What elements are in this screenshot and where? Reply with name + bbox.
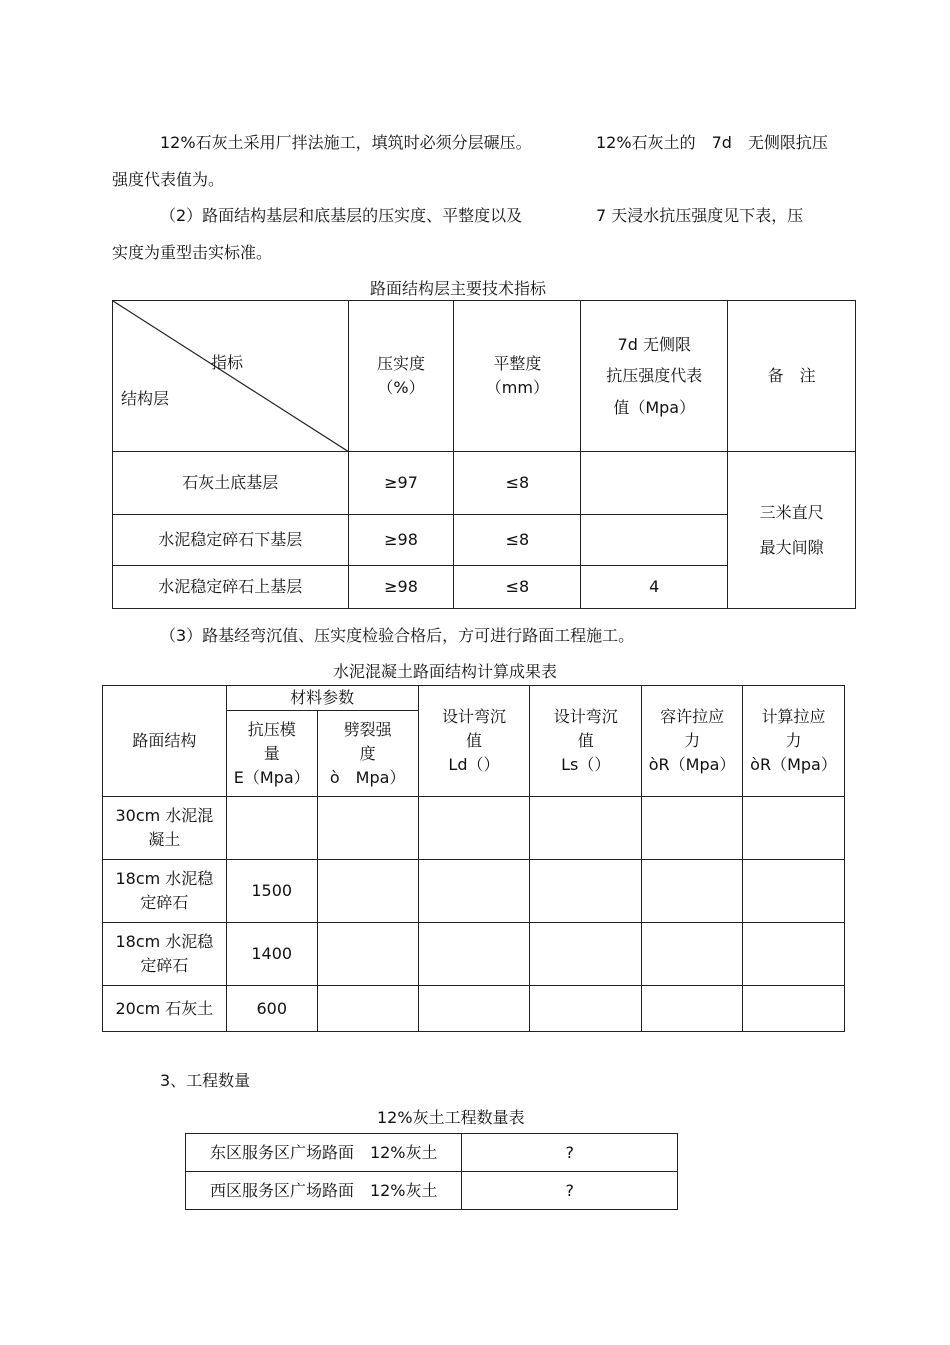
calc-row3-structure-line2: 定碎石	[140, 956, 189, 975]
calc-row2-structure-line1: 18cm 水泥稳	[115, 869, 214, 888]
section3-table-title: 12%灰土工程数量表	[377, 1108, 525, 1127]
calc-cell	[530, 986, 642, 1032]
header-flatness-line2: （mm）	[485, 378, 549, 397]
header-deflection-design-line2: 值	[465, 731, 482, 750]
calc-cell	[642, 797, 743, 860]
calc-cell	[317, 923, 418, 986]
row2-flatness: ≤8	[454, 515, 581, 566]
calc-cell	[530, 923, 642, 986]
row3-strength: 4	[581, 566, 728, 609]
header-computed-line2: 力	[785, 731, 802, 750]
calc-row2-modulus: 1500	[226, 860, 317, 923]
remark-line2: 最大间隙	[759, 538, 824, 557]
calc-cell	[743, 860, 845, 923]
row3-compaction: ≥98	[348, 566, 454, 609]
header-strength-line2: 抗压强度代表	[606, 366, 703, 386]
table2-title: 水泥混凝土路面结构计算成果表	[333, 662, 558, 681]
calc-row1-structure	[103, 797, 227, 860]
calc-cell	[317, 797, 418, 860]
calc-cell	[418, 923, 530, 986]
header-strength	[581, 301, 728, 452]
calc-row4-modulus: 600	[226, 986, 317, 1032]
calc-cell	[530, 860, 642, 923]
calc-cell	[743, 986, 845, 1032]
header-modulus-line3: E（Mpa）	[233, 767, 310, 787]
calc-row4-structure: 20cm 石灰土	[103, 986, 227, 1032]
header-deflection-sub	[530, 686, 642, 797]
calc-cell	[642, 986, 743, 1032]
header-deflection-sub-line3: Ls（）	[561, 755, 611, 774]
calc-cell	[642, 923, 743, 986]
calc-cell	[743, 923, 845, 986]
row1-compaction: ≥97	[348, 452, 454, 515]
header-deflection-sub-line1: 设计弯沉	[553, 707, 618, 726]
row2-strength	[581, 515, 728, 566]
header-modulus-line1: 抗压模	[247, 719, 296, 739]
calc-cell	[743, 797, 845, 860]
quantity-row2-label: 西区服务区广场路面 12%灰土	[186, 1172, 462, 1210]
corner-header-cell	[113, 301, 349, 452]
corner-top-label: 指标	[211, 353, 244, 372]
calc-cell	[317, 986, 418, 1032]
header-allowable-line2: 力	[684, 731, 701, 750]
para1-part2: 12%石灰土的 7d 无侧限抗压	[596, 133, 828, 152]
header-flatness	[454, 301, 581, 452]
calc-row1-modulus	[226, 797, 317, 860]
diagonal-line	[113, 301, 349, 452]
calc-cell	[642, 860, 743, 923]
row1-layer: 石灰土底基层	[113, 452, 349, 515]
calc-cell	[418, 860, 530, 923]
header-remark: 备 注	[728, 301, 856, 452]
remark-value	[728, 452, 856, 609]
row3-layer: 水泥稳定碎石上基层	[113, 566, 349, 609]
header-deflection-design	[418, 686, 530, 797]
header-split-line2: 度	[359, 743, 376, 763]
header-strength-line3: 值（Mpa）	[613, 397, 696, 417]
header-computed-line1: 计算拉应	[761, 707, 826, 726]
header-computed	[743, 686, 845, 797]
calc-cell	[530, 797, 642, 860]
header-compaction	[348, 301, 454, 452]
calc-row2-structure	[103, 860, 227, 923]
header-structure: 路面结构	[103, 686, 227, 797]
section3-heading: 3、工程数量	[160, 1071, 251, 1090]
para1-line2: 强度代表值为。	[112, 170, 225, 189]
calc-row2-structure-line2: 定碎石	[140, 893, 189, 912]
calc-row1-structure-line2: 凝土	[148, 830, 181, 849]
header-allowable-line1: 容许拉应	[660, 707, 725, 726]
header-split-line1: 劈裂强	[343, 719, 392, 739]
remark-line1: 三米直尺	[759, 502, 824, 522]
calc-row3-structure-line1: 18cm 水泥稳	[115, 932, 214, 951]
table1-title: 路面结构层主要技术指标	[370, 279, 547, 298]
para1-part1: 12%石灰土采用厂拌法施工，填筑时必须分层碾压。	[160, 133, 532, 152]
header-split-line3: ò Mpa）	[329, 767, 406, 787]
header-deflection-sub-line2: 值	[577, 731, 594, 750]
row1-strength	[581, 452, 728, 515]
header-modulus	[226, 711, 317, 797]
header-computed-line3: òR（Mpa）	[750, 755, 837, 774]
calc-row1-structure-line1: 30cm 水泥混	[115, 806, 214, 825]
pavement-calc-table	[102, 685, 845, 1032]
para2-line2: 实度为重型击实标准。	[112, 243, 273, 262]
header-deflection-design-line3: Ld（）	[448, 755, 500, 774]
calc-row3-structure	[103, 923, 227, 986]
para2-part2: 7 天浸水抗压强度见下表，压	[596, 206, 804, 225]
header-deflection-design-line1: 设计弯沉	[441, 707, 506, 726]
header-split	[317, 711, 418, 797]
row2-compaction: ≥98	[348, 515, 454, 566]
header-allowable-line3: òR（Mpa）	[648, 755, 736, 774]
quantity-row2-value: ?	[462, 1172, 678, 1210]
calc-cell	[317, 860, 418, 923]
corner-bottom-label: 结构层	[121, 389, 170, 408]
header-compaction-line2: （%）	[377, 378, 425, 397]
quantity-row1-label: 东区服务区广场路面 12%灰土	[186, 1134, 462, 1172]
calc-cell	[418, 986, 530, 1032]
calc-cell	[418, 797, 530, 860]
para3: （3）路基经弯沉值、压实度检验合格后，方可进行路面工程施工。	[160, 626, 635, 645]
tech-index-table	[112, 300, 856, 609]
header-flatness-line1: 平整度	[493, 354, 542, 373]
quantity-table	[185, 1133, 678, 1210]
header-strength-line1: 7d 无侧限	[617, 335, 691, 355]
quantity-row1-value: ?	[462, 1134, 678, 1172]
calc-row3-modulus: 1400	[226, 923, 317, 986]
row1-flatness: ≤8	[454, 452, 581, 515]
header-material-group: 材料参数	[226, 686, 418, 711]
row2-layer: 水泥稳定碎石下基层	[113, 515, 349, 566]
header-modulus-line2: 量	[263, 743, 280, 763]
para2-part1: （2）路面结构基层和底基层的压实度、平整度以及	[160, 206, 523, 225]
row3-flatness: ≤8	[454, 566, 581, 609]
header-compaction-line1: 压实度	[376, 354, 425, 373]
header-allowable	[642, 686, 743, 797]
